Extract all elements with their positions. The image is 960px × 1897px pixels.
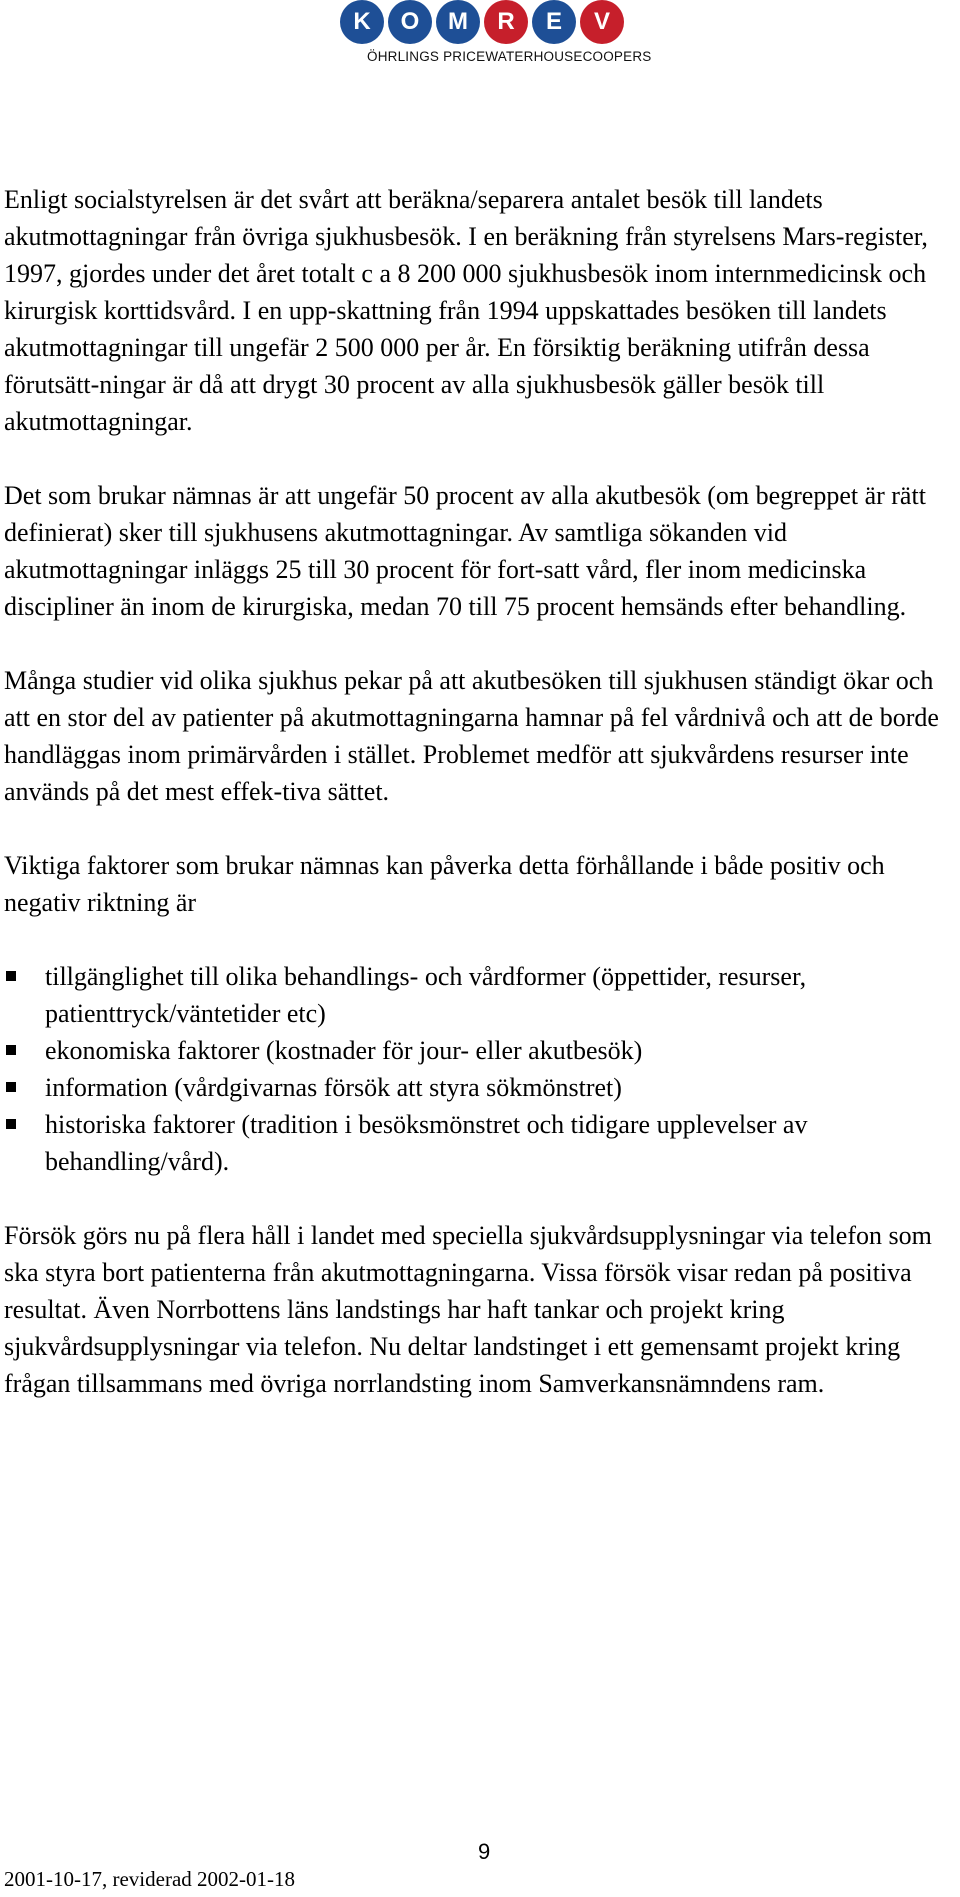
list-item-text: information (vårdgivarnas försök att styra sökmönstret) xyxy=(45,1073,622,1102)
square-bullet-icon xyxy=(6,1045,16,1055)
closing-paragraph: Försök görs nu på flera håll i landet med speciella sjukvårdsupplysningar via telefon som ska styra bort patienterna från akutmottagningarna. Vissa försök visar redan på positiva resultat. Även Norrbottens läns landstings har haft tankar och projekt kring sjukvårdsupplysningar via telefon. Nu deltar landstinget i ett gemensamt projekt kring frågan tillsammans med övriga norrlandsting inom Samverkansnämndens ram. xyxy=(4,1221,932,1398)
paragraph: Viktiga faktorer som brukar nämnas kan påverka detta förhållande i både positiv och negativ riktning är xyxy=(4,851,885,917)
list-item xyxy=(4,1106,944,1180)
factor-list xyxy=(4,958,944,1180)
page-number: 9 xyxy=(478,1839,491,1864)
komrev-logo xyxy=(340,0,624,46)
square-bullet-icon xyxy=(6,1119,16,1129)
list-item xyxy=(4,1032,944,1069)
square-bullet-icon xyxy=(6,971,16,981)
logo-letter-e: E xyxy=(532,0,576,44)
list-item-text: ekonomiska faktorer (kostnader för jour- eller akutbesök) xyxy=(45,1036,643,1065)
logo-letter-r: R xyxy=(484,0,528,44)
square-bullet-icon xyxy=(6,1082,16,1092)
list-item-text: historiska faktorer (tradition i besöksmönstret och tidigare upplevelser av behandling/vård). xyxy=(45,1110,808,1176)
logo-subtitle: ÖHRLINGS PRICEWATERHOUSECOOPERS xyxy=(367,49,652,64)
paragraph: Många studier vid olika sjukhus pekar på att akutbesöken till sjukhusen ständigt ökar och att en stor del av patienter på akutmottagningarna hamnar på fel vårdnivå och att de borde handläggas inom primärvården i stället. Problemet medför att sjukvårdens resurser inte används på det mest effek-tiva sättet. xyxy=(4,666,939,806)
paragraph: Det som brukar nämnas är att ungefär 50 procent av alla akutbesök (om begreppet är rätt definierat) sker till sjukhusens akutmottagningar. Av samtliga sökanden vid akutmottagningar inläggs 25 till 30 procent för fort-satt vård, fler inom medicinska discipliner än inom de kirurgiska, medan 70 till 75 procent hemsänds efter behandling. xyxy=(4,481,926,621)
revision-date: 2001-10-17, reviderad 2002-01-18 xyxy=(4,1867,296,1891)
list-item xyxy=(4,1069,944,1106)
logo-letter-v: V xyxy=(580,0,624,44)
logo-letter-o: O xyxy=(388,0,432,44)
paragraph: Enligt socialstyrelsen är det svårt att beräkna/separera antalet besök till landets akutmottagningar från övriga sjukhusbesök. I en beräkning från styrelsens Mars-register, 1997, gjordes under det året totalt c a 8 200 000 sjukhusbesök inom internmedicinsk och kirurgisk korttidsvård. I en upp-skattning från 1994 uppskattades besöken till landets akutmottagningar till ungefär 2 500 000 per år. En försiktig beräkning utifrån dessa förutsätt-ningar är då att drygt 30 procent av alla sjukhusbesök gäller besök till akutmottagningar. xyxy=(4,185,928,436)
logo-letter-m: M xyxy=(436,0,480,44)
list-item-text: tillgänglighet till olika behandlings- och vårdformer (öppettider, resurser, patienttryck/väntetider etc) xyxy=(45,962,807,1028)
document-body xyxy=(4,181,944,1439)
list-item xyxy=(4,958,944,1032)
page-header xyxy=(0,0,960,80)
logo-letter-k: K xyxy=(340,0,384,44)
